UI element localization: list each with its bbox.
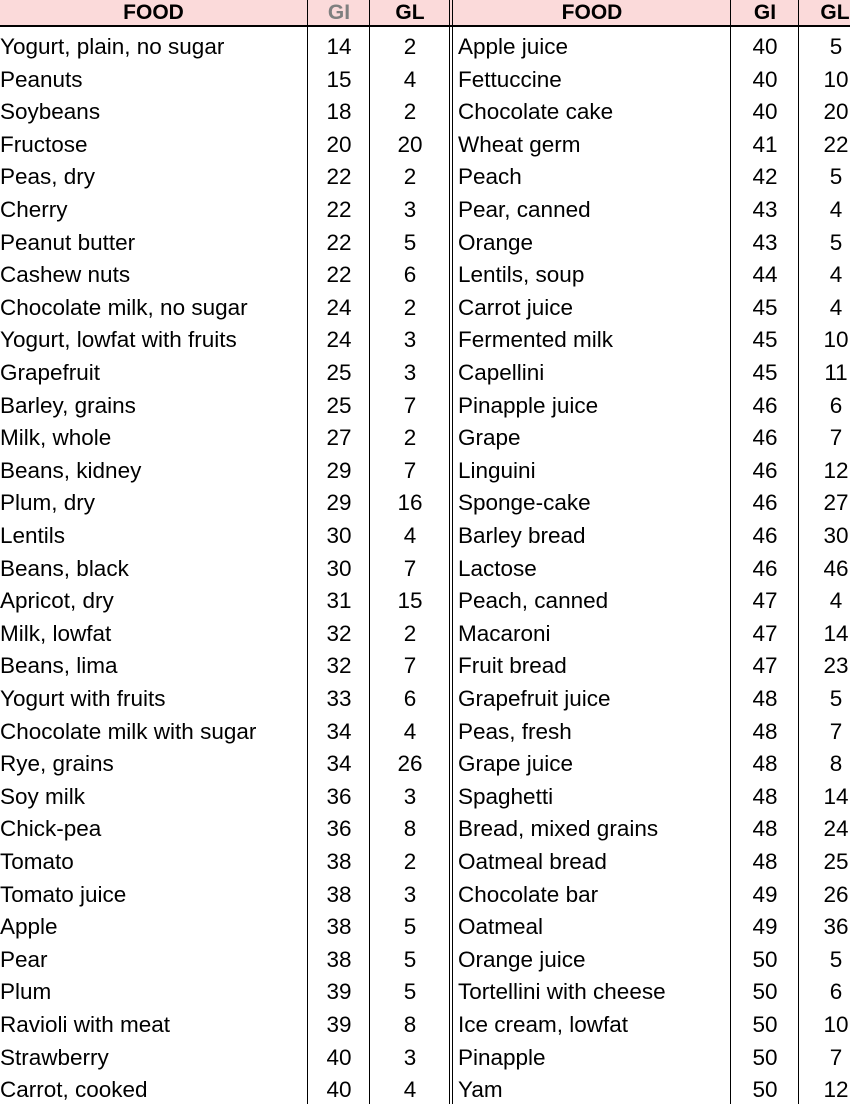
gi-value-right: 40: [752, 34, 778, 59]
table-row: [0, 63, 850, 96]
gl-value-left: 2: [403, 620, 417, 646]
food-name-left: Plum: [0, 979, 52, 1005]
food-name-right: Peach: [458, 164, 522, 190]
gl-value-left: 4: [403, 523, 417, 548]
gl-value-right: 4: [829, 262, 843, 288]
food-name-right: Pear, canned: [458, 197, 591, 222]
food-name-left: Cashew nuts: [0, 262, 131, 288]
food-name-left: Lentils: [0, 523, 66, 548]
food-name-left: Yogurt, plain, no sugar: [0, 34, 225, 59]
gl-value-left: 3: [403, 881, 417, 907]
gl-value-right: 12: [823, 457, 849, 483]
gi-value-right: 50: [752, 1077, 778, 1103]
food-name-right: Oatmeal: [458, 914, 544, 940]
gl-value-right: 7: [829, 718, 843, 744]
header-gl-left: GL: [395, 1, 425, 24]
table-row: [0, 454, 850, 487]
gl-value-left: 16: [397, 490, 423, 516]
gl-value-left: 2: [403, 849, 417, 874]
gi-value-right: 40: [752, 66, 778, 92]
table-row: [0, 1073, 850, 1106]
food-name-right: Pinapple: [458, 1044, 546, 1070]
gl-value-left: 3: [403, 783, 417, 809]
table-row: [0, 682, 850, 715]
gl-value-left: 2: [403, 99, 417, 125]
food-name-left: Grapefruit: [0, 360, 101, 385]
gl-value-left: 8: [403, 1012, 417, 1037]
gl-value-left: 7: [403, 653, 417, 679]
gl-value-left: 6: [403, 262, 417, 288]
gl-value-right: 8: [829, 751, 843, 777]
food-name-left: Milk, whole: [0, 425, 112, 451]
food-name-left: Apricot, dry: [0, 588, 114, 614]
food-name-left: Peanuts: [0, 66, 83, 92]
header-gi-right: GI: [753, 1, 777, 24]
gi-value-right: 49: [752, 881, 778, 907]
gi-value-left: 38: [326, 849, 352, 874]
food-name-right: Oatmeal bread: [458, 849, 607, 874]
food-name-left: Yogurt with fruits: [0, 686, 166, 711]
food-name-right: Linguini: [458, 457, 536, 483]
gi-value-left: 24: [326, 294, 352, 320]
gi-value-right: 50: [752, 1044, 778, 1070]
gi-value-left: 32: [326, 620, 352, 646]
gi-value-right: 48: [752, 816, 778, 842]
gl-value-left: 5: [403, 229, 417, 255]
table-row: [0, 584, 850, 617]
food-name-left: Tomato juice: [0, 881, 127, 907]
food-name-right: Carrot juice: [458, 294, 574, 320]
header-gl-right: GL: [820, 1, 850, 24]
gl-value-right: 14: [823, 620, 849, 646]
table-row: [0, 617, 850, 650]
gi-value-right: 46: [752, 457, 778, 483]
gi-value-left: 22: [326, 197, 352, 222]
gl-value-left: 4: [403, 1077, 417, 1103]
gl-value-right: 7: [829, 425, 843, 451]
table-row: [0, 649, 850, 682]
food-name-left: Beans, kidney: [0, 457, 142, 483]
food-name-right: Macaroni: [458, 620, 551, 646]
gl-value-right: 5: [829, 686, 843, 711]
gl-value-left: 3: [403, 360, 417, 385]
gi-value-left: 25: [326, 360, 352, 385]
header-food-right: FOOD: [561, 1, 623, 24]
gl-value-left: 5: [403, 914, 417, 940]
gi-value-left: 20: [326, 131, 352, 157]
table-row: [0, 258, 850, 291]
gi-value-right: 48: [752, 849, 778, 874]
gl-value-right: 4: [829, 294, 843, 320]
gl-value-left: 6: [403, 686, 417, 711]
gi-value-left: 27: [326, 425, 352, 451]
food-name-right: Capellini: [458, 360, 545, 385]
table-row: [0, 845, 850, 878]
gi-value-right: 43: [752, 197, 778, 222]
gi-value-right: 44: [752, 262, 778, 288]
food-name-right: Orange juice: [458, 946, 586, 972]
gi-value-right: 48: [752, 686, 778, 711]
gl-value-right: 5: [829, 229, 843, 255]
gl-value-left: 8: [403, 816, 417, 842]
gl-value-right: 6: [829, 392, 843, 418]
gl-value-right: 26: [823, 881, 849, 907]
food-name-right: Lactose: [458, 555, 537, 581]
food-name-right: Orange: [458, 229, 534, 255]
food-name-left: Peanut butter: [0, 229, 136, 255]
gi-value-right: 50: [752, 979, 778, 1005]
food-name-left: Carrot, cooked: [0, 1077, 148, 1103]
food-name-left: Fructose: [0, 131, 88, 157]
header-gi-left: GI: [327, 1, 351, 24]
gi-value-left: 40: [326, 1044, 352, 1070]
food-name-left: Peas, dry: [0, 164, 96, 190]
gi-value-left: 22: [326, 229, 352, 255]
gl-value-left: 4: [403, 66, 417, 92]
food-name-right: Fruit bread: [458, 653, 567, 679]
food-name-right: Pinapple juice: [458, 392, 599, 418]
gi-value-right: 40: [752, 99, 778, 125]
gl-value-left: 4: [403, 718, 417, 744]
gi-value-left: 29: [326, 457, 352, 483]
table-row: [0, 780, 850, 813]
gi-value-left: 22: [326, 262, 352, 288]
food-name-right: Lentils, soup: [458, 262, 585, 288]
gl-value-right: 5: [829, 946, 843, 972]
gl-value-left: 3: [403, 197, 417, 222]
food-name-left: Barley, grains: [0, 392, 136, 418]
table-row: [0, 193, 850, 226]
food-name-right: Fermented milk: [458, 327, 614, 353]
food-name-right: Peach, canned: [458, 588, 609, 614]
gl-value-right: 14: [823, 783, 849, 809]
header-food-left: FOOD: [123, 1, 184, 24]
gi-value-right: 50: [752, 946, 778, 972]
food-name-left: Apple: [0, 914, 58, 940]
gi-value-right: 45: [752, 360, 778, 385]
gl-value-right: 10: [823, 1012, 849, 1037]
gi-value-right: 45: [752, 327, 778, 353]
gi-value-left: 39: [326, 1012, 352, 1037]
gi-value-right: 48: [752, 718, 778, 744]
table-row: [0, 812, 850, 845]
food-name-left: Soy milk: [0, 783, 86, 809]
table-row: [0, 486, 850, 519]
gi-value-left: 29: [326, 490, 352, 516]
gi-value-right: 50: [752, 1012, 778, 1037]
table-row: [0, 552, 850, 585]
gl-value-right: 25: [823, 849, 849, 874]
food-name-right: Sponge-cake: [458, 490, 591, 516]
gl-value-right: 4: [829, 197, 843, 222]
gl-value-right: 22: [823, 131, 849, 157]
food-name-right: Bread, mixed grains: [458, 816, 659, 842]
food-name-left: Milk, lowfat: [0, 620, 112, 646]
gi-value-left: 38: [326, 881, 352, 907]
food-name-left: Chocolate milk, no sugar: [0, 294, 248, 320]
food-name-right: Spaghetti: [458, 783, 554, 809]
gi-value-left: 39: [326, 979, 352, 1005]
gi-value-left: 34: [326, 751, 352, 777]
food-name-right: Grapefruit juice: [458, 686, 611, 711]
gi-value-left: 31: [326, 588, 352, 614]
gl-value-left: 5: [403, 946, 417, 972]
gl-value-right: 24: [823, 816, 849, 842]
food-name-left: Plum, dry: [0, 490, 96, 516]
gl-value-left: 2: [403, 164, 417, 190]
gi-value-right: 45: [752, 294, 778, 320]
table-row: [0, 519, 850, 552]
table-row: [0, 421, 850, 454]
gi-value-left: 15: [326, 66, 352, 92]
gi-value-left: 14: [326, 34, 352, 59]
food-name-left: Chick-pea: [0, 816, 102, 842]
table-row: [0, 226, 850, 259]
food-name-left: Pear: [0, 946, 48, 972]
gl-value-left: 2: [403, 34, 417, 59]
table-row: [0, 878, 850, 911]
gl-value-right: 30: [823, 523, 849, 548]
gl-value-right: 12: [823, 1077, 849, 1103]
food-name-left: Beans, black: [0, 555, 129, 581]
gl-value-left: 2: [403, 294, 417, 320]
gi-value-right: 46: [752, 523, 778, 548]
gl-value-right: 5: [829, 164, 843, 190]
food-name-left: Yogurt, lowfat with fruits: [0, 327, 237, 353]
food-name-left: Ravioli with meat: [0, 1012, 171, 1037]
gl-value-left: 7: [403, 392, 417, 418]
food-name-left: Rye, grains: [0, 751, 114, 777]
gl-value-left: 5: [403, 979, 417, 1005]
table-row: [0, 30, 850, 63]
gi-value-right: 41: [752, 131, 778, 157]
gi-value-left: 32: [326, 653, 352, 679]
food-name-right: Fettuccine: [458, 66, 562, 92]
table-row: [0, 291, 850, 324]
food-name-right: Barley bread: [458, 523, 586, 548]
table-row: [0, 975, 850, 1008]
gl-value-left: 20: [397, 131, 423, 157]
gl-value-right: 20: [823, 99, 849, 125]
gi-value-left: 33: [326, 686, 352, 711]
food-name-right: Wheat germ: [458, 131, 581, 157]
gi-value-right: 46: [752, 490, 778, 516]
food-name-right: Chocolate cake: [458, 99, 614, 125]
food-name-right: Grape: [458, 425, 521, 451]
gi-value-right: 43: [752, 229, 778, 255]
gi-value-left: 24: [326, 327, 352, 353]
gi-value-left: 22: [326, 164, 352, 190]
gl-value-right: 6: [829, 979, 843, 1005]
table-row: [0, 95, 850, 128]
gi-value-right: 46: [752, 425, 778, 451]
gi-value-right: 46: [752, 555, 778, 581]
table-row: [0, 747, 850, 780]
gi-value-right: 47: [752, 653, 778, 679]
gi-value-right: 42: [752, 164, 778, 190]
food-name-left: Strawberry: [0, 1044, 109, 1070]
gi-value-right: 49: [752, 914, 778, 940]
gl-value-left: 15: [397, 588, 423, 614]
table-row: [0, 323, 850, 356]
gi-value-left: 18: [326, 99, 352, 125]
food-name-right: Chocolate bar: [458, 881, 599, 907]
gl-value-left: 3: [403, 327, 417, 353]
gi-value-right: 48: [752, 783, 778, 809]
gl-value-left: 3: [403, 1044, 417, 1070]
gi-value-left: 34: [326, 718, 352, 744]
table-row: [0, 128, 850, 161]
table-row: [0, 389, 850, 422]
gl-value-left: 7: [403, 457, 417, 483]
food-name-left: Tomato: [0, 849, 74, 874]
table-row: [0, 715, 850, 748]
food-name-right: Yam: [458, 1077, 503, 1103]
gl-value-left: 2: [403, 425, 417, 451]
gi-value-right: 47: [752, 588, 778, 614]
food-name-left: Beans, lima: [0, 653, 118, 679]
food-name-left: Cherry: [0, 197, 68, 222]
header-row: [0, 0, 850, 27]
gi-value-right: 48: [752, 751, 778, 777]
gl-value-right: 7: [829, 1044, 843, 1070]
gi-value-left: 36: [326, 816, 352, 842]
gl-value-right: 27: [823, 490, 849, 516]
gl-value-right: 23: [823, 653, 849, 679]
table-row: [0, 160, 850, 193]
gl-value-left: 7: [403, 555, 417, 581]
gl-value-right: 4: [829, 588, 843, 614]
food-name-right: Apple juice: [458, 34, 569, 59]
gl-value-left: 26: [397, 751, 423, 777]
table-row: [0, 1008, 850, 1041]
table-row: [0, 1041, 850, 1074]
gi-value-left: 38: [326, 914, 352, 940]
food-name-right: Tortellini with cheese: [458, 979, 666, 1005]
gl-value-right: 10: [823, 66, 849, 92]
gl-value-right: 46: [823, 555, 849, 581]
gi-value-left: 30: [326, 523, 352, 548]
table-row: [0, 910, 850, 943]
gi-value-right: 47: [752, 620, 778, 646]
gi-value-left: 40: [326, 1077, 352, 1103]
table-row: [0, 356, 850, 389]
gl-value-right: 5: [829, 34, 843, 59]
food-name-left: Chocolate milk with sugar: [0, 718, 257, 744]
gl-value-right: 11: [824, 360, 848, 385]
gl-value-right: 10: [823, 327, 849, 353]
gi-value-left: 25: [326, 392, 352, 418]
gi-value-left: 38: [326, 946, 352, 972]
food-name-right: Ice cream, lowfat: [458, 1012, 629, 1037]
gi-value-left: 30: [326, 555, 352, 581]
gi-value-left: 36: [326, 783, 352, 809]
food-name-right: Peas, fresh: [458, 718, 572, 744]
gi-value-right: 46: [752, 392, 778, 418]
food-name-left: Soybeans: [0, 99, 101, 125]
table-row: [0, 943, 850, 976]
food-name-right: Grape juice: [458, 751, 574, 777]
gl-value-right: 36: [823, 914, 849, 940]
